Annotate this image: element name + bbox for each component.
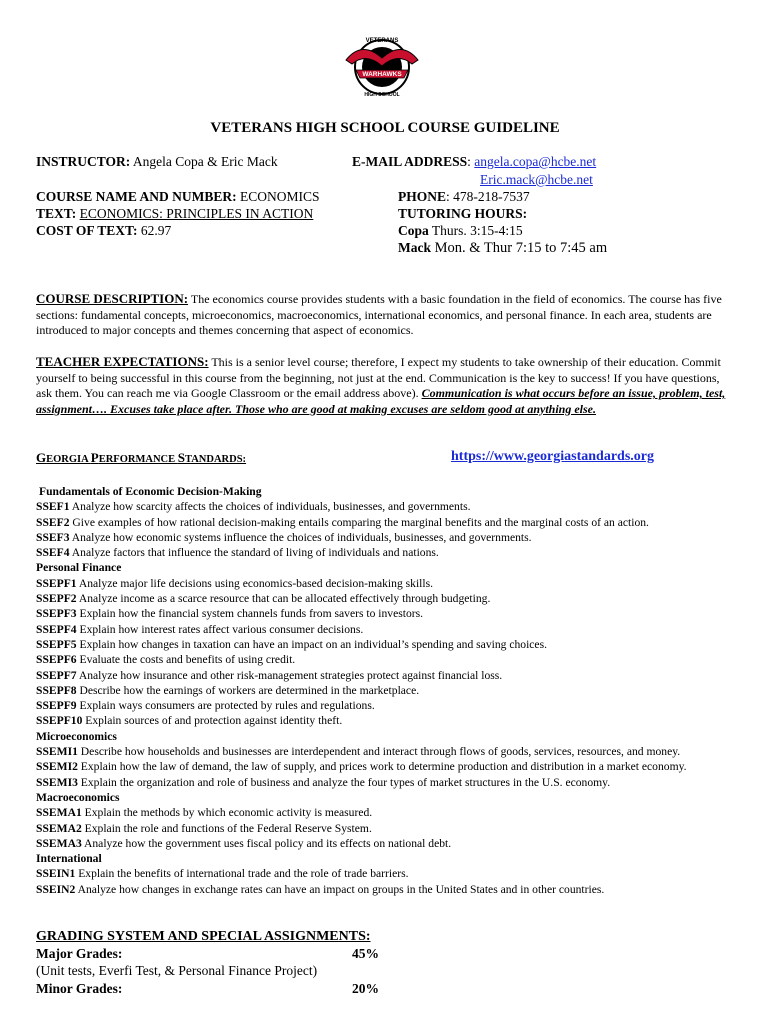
standard-section-heading (36, 484, 741, 499)
mack-hours-line (398, 240, 607, 257)
standards-list (36, 484, 741, 897)
standard-text: Describe how the earnings of workers are determined in the marketplace. (79, 683, 420, 697)
standard-code: SSEPF4 (36, 622, 77, 636)
minor-grades-value: 20% (352, 981, 379, 996)
expectations-body: This is a senior level course; therefore, I expect my students to take ownership of their education. Commit yourself to being successful in this course from the beginning, not just at the end. Communication is the key to success! If you have questions, ask them. You can reach me via Google Classroom or the email address above). (36, 355, 721, 400)
standard-item (36, 713, 741, 728)
standard-text: Explain the methods by which economic activity is measured. (84, 806, 373, 820)
standard-item (36, 698, 741, 713)
standard-code: SSEMA3 (36, 836, 82, 850)
standard-text: Analyze factors that influence the standard of living of individuals and nations. (71, 546, 439, 560)
standard-section-heading (36, 729, 741, 744)
standard-code: International (36, 852, 102, 866)
standard-code: SSEMI3 (36, 775, 78, 789)
standard-code: SSEPF3 (36, 607, 77, 621)
phone-label: PHONE (398, 189, 447, 204)
expectations-emphasis: Communication is what occurs before an issue, problem, test, assignment…. Excuses take place after. Those who are good at making excuses are seldom good at anything else. (36, 386, 726, 416)
standard-text: Analyze how insurance and other risk-management strategies protect against financial loss. (78, 668, 503, 682)
standard-section-heading (36, 560, 741, 575)
standard-text: Describe how households and businesses are interdependent and interact through flows of goods, services, resources, and money. (80, 745, 681, 759)
standard-text: Explain how the law of demand, the law of supply, and prices work to determine production and distribution in a market economy. (80, 760, 687, 774)
phone-value: 478-218-7537 (453, 189, 530, 204)
standard-text: Explain ways consumers are protected by rules and regulations. (79, 699, 375, 713)
standards-url-link[interactable]: https://www.georgiastandards.org (451, 449, 655, 464)
standard-text: Analyze major life decisions using economics-based decision-making skills. (78, 576, 434, 590)
standard-code: Personal Finance (36, 561, 122, 575)
standard-text: Analyze how the government uses fiscal policy and its effects on national debt. (84, 836, 452, 850)
phone-line: PHONE: 478-218-7537 (398, 189, 530, 204)
standard-item (36, 683, 741, 698)
standard-code: SSEIN1 (36, 867, 76, 881)
standard-item (36, 821, 741, 836)
standard-code: SSEPF8 (36, 683, 77, 697)
standard-code: Macroeconomics (36, 790, 120, 804)
standard-code: SSEPF9 (36, 699, 77, 713)
course-line (36, 189, 320, 205)
mack-hours: Mon. & Thur 7:15 to 7:45 am (434, 240, 608, 256)
standard-code: SSEF1 (36, 500, 70, 514)
course-description (36, 291, 736, 339)
cost-line (36, 223, 171, 239)
copa-label: Copa (398, 223, 429, 238)
standard-text: Explain how changes in taxation can have an impact on an individual’s spending and saving choices. (79, 637, 547, 651)
text-label: TEXT: (36, 206, 77, 221)
standard-item (36, 836, 741, 851)
cost-label: COST OF TEXT: (36, 223, 138, 238)
standard-item (36, 759, 741, 774)
standard-code: SSEPF5 (36, 637, 77, 651)
text-line (36, 206, 313, 222)
page-title: VETERANS HIGH SCHOOL COURSE GUIDELINE (210, 120, 560, 136)
standard-item (36, 622, 741, 637)
standard-text: Explain sources of and protection against identity theft. (85, 714, 343, 728)
standard-code: SSEPF1 (36, 576, 77, 590)
standard-code: SSEF4 (36, 546, 70, 560)
standard-code: SSEPF7 (36, 668, 77, 682)
grading-heading: GRADING SYSTEM AND SPECIAL ASSIGNMENTS: (36, 929, 371, 944)
major-grades-label: Major Grades: (36, 946, 123, 961)
standard-text: Give examples of how rational decision-making entails comparing the marginal benefits and the marginal costs of an action. (72, 515, 649, 529)
standard-text: Explain the organization and role of business and analyze the four types of market structures in the U.S. economy. (80, 775, 611, 789)
standard-code: SSEPF2 (36, 592, 77, 606)
logo-top-text: VETERANS (365, 38, 399, 44)
email-link-mack[interactable]: Eric.mack@hcbe.net (480, 172, 593, 187)
standard-item (36, 637, 741, 652)
tutoring-label: TUTORING HOURS: (398, 206, 528, 221)
copa-hours: Thurs. 3:15-4:15 (431, 223, 523, 238)
standard-text: Explain the benefits of international trade and the role of trade barriers. (78, 867, 409, 881)
standard-code: SSEPF10 (36, 714, 83, 728)
standard-section-heading (36, 790, 741, 805)
standard-text: Explain how the financial system channels funds from savers to investors. (79, 607, 424, 621)
standard-text: Analyze income as a scarce resource that can be allocated effectively through budgeting. (78, 592, 491, 606)
standard-item (36, 606, 741, 621)
standard-text: Explain how interest rates affect various consumer decisions. (79, 622, 364, 636)
standard-item (36, 882, 741, 897)
standards-heading: GEORGIA PERFORMANCE STANDARDS: (36, 450, 247, 465)
standard-item (36, 499, 741, 514)
course-description-heading: COURSE DESCRIPTION: (36, 291, 189, 306)
instructor-label: INSTRUCTOR: (36, 154, 131, 169)
course-description-body: The economics course provides students with a basic foundation in the field of economics. The course has five sections: fundamental concepts, microeconomics, macroeconomics, international economics, and personal finance. In each area, students are introduced to major concepts and themes concerning that aspect of economics. (36, 292, 722, 337)
mack-label: Mack (398, 240, 431, 255)
standard-code: SSEMI2 (36, 760, 78, 774)
standard-item (36, 515, 741, 530)
course-value: ECONOMICS (240, 189, 320, 204)
standard-code: SSEPF6 (36, 653, 77, 667)
standard-text: Explain the role and functions of the Federal Reserve System. (84, 821, 372, 835)
school-logo (342, 30, 422, 100)
major-grades-note: (Unit tests, Everfi Test, & Personal Finance Project) (36, 963, 318, 978)
standard-item (36, 545, 741, 560)
standard-code: Microeconomics (36, 729, 117, 743)
standard-item (36, 530, 741, 545)
major-grades-value: 45% (352, 946, 379, 961)
standard-text: Analyze how scarcity affects the choices of individuals, businesses, and governments. (71, 500, 471, 514)
logo-bottom-text: HIGH SCHOOL (364, 92, 400, 98)
cost-value: 62.97 (140, 223, 172, 238)
standard-section-heading (36, 851, 741, 866)
standard-code: SSEIN2 (36, 882, 76, 896)
standard-item (36, 805, 741, 820)
standard-code: SSEF3 (36, 530, 70, 544)
email-line: E-MAIL ADDRESS: angela.copa@hcbe.net (352, 154, 597, 169)
standard-text: Analyze how economic systems influence the choices of individuals, businesses, and governments. (71, 530, 532, 544)
standard-item (36, 591, 741, 606)
standard-item (36, 652, 741, 667)
copa-hours-line (398, 223, 523, 239)
teacher-expectations (36, 354, 736, 417)
instructor-line (36, 154, 278, 170)
minor-grades-label: Minor Grades: (36, 981, 123, 996)
text-value: ECONOMICS: PRINCIPLES IN ACTION (79, 206, 314, 221)
standard-code: Fundamentals of Economic Decision-Making (39, 485, 262, 498)
standard-item (36, 775, 741, 790)
standard-code: SSEF2 (36, 515, 70, 529)
standard-item (36, 866, 741, 881)
standard-item (36, 668, 741, 683)
logo-mid-text: WARHAWKS (362, 71, 402, 78)
email-link-copa[interactable]: angela.copa@hcbe.net (474, 154, 597, 169)
standard-item (36, 576, 741, 591)
expectations-heading: TEACHER EXPECTATIONS: (36, 354, 209, 369)
standard-text: Analyze how changes in exchange rates can have an impact on groups in the United States and in other countries. (77, 882, 605, 896)
standard-item (36, 744, 741, 759)
instructor-value: Angela Copa & Eric Mack (132, 154, 278, 169)
standard-text: Evaluate the costs and benefits of using credit. (79, 653, 296, 667)
email-label: E-MAIL ADDRESS (352, 154, 468, 169)
standard-code: SSEMA2 (36, 821, 82, 835)
course-label: COURSE NAME AND NUMBER: (36, 189, 237, 204)
standard-code: SSEMA1 (36, 806, 82, 820)
standard-code: SSEMI1 (36, 745, 78, 759)
